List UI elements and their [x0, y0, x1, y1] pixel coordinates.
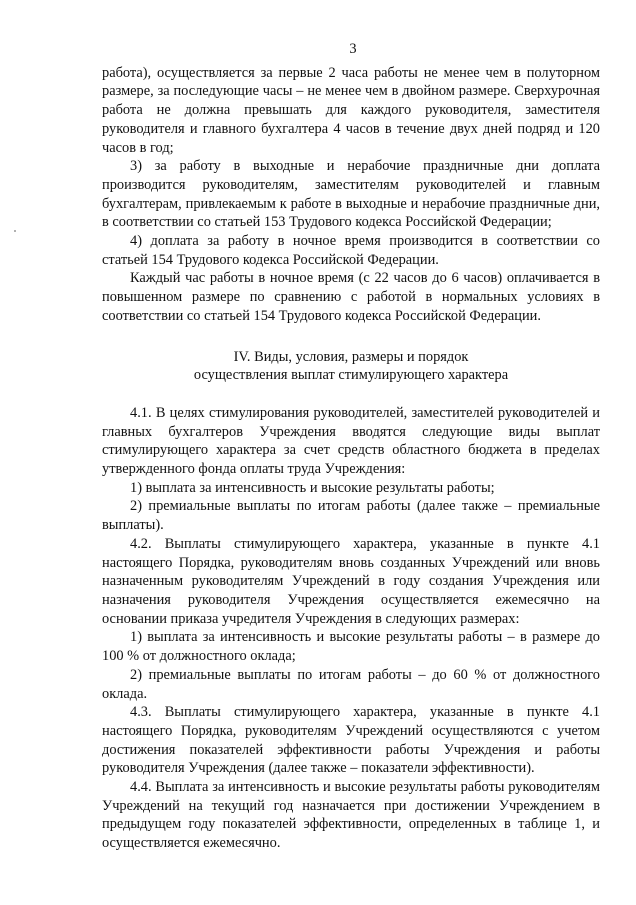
section-heading-line-2: осуществления выплат стимулирующего характера [193, 367, 509, 384]
paragraph-4-4: 4.4. Выплата за интенсивность и высокие результаты работы руководителям Учреждений на текущий год назначается при достижении Учреждением в предыдущем году показателей эффективности, определенных в таблице 1, и осуществляется ежемесячно. [102, 779, 600, 852]
section-heading-line-1: IV. Виды, условия, размеры и порядок [233, 348, 469, 365]
paragraph-4-1: 4.1. В целях стимулирования руководителей, заместителей руководителей и главных бухгалтеров Учреждения вводятся следующие виды выплат стимулирующего характера за счет средств областного бюджета в пределах утвержденного фонда оплаты труда Учреждения: [102, 404, 600, 478]
paragraph-4-2-item-1: 1) выплата за интенсивность и высокие результаты работы – в размере до 100 % от должностного оклада; [102, 629, 600, 665]
paragraph-4-2: 4.2. Выплаты стимулирующего характера, указанные в пункте 4.1 настоящего Порядка, руководителям вновь созданных Учреждений или вновь назначенным руководителям Учреждений в году создания Учреждения или назначения руководителя Учреждения осуществляется ежемесячно на основании приказа учредителя Учреждения в следующих размерах: [102, 535, 600, 627]
paragraph-continuation: работа), осуществляется за первые 2 часа работы не менее чем в полуторном размере, за последующие часы – не менее чем в двойном размере. Сверхурочная работа не должна превышать для каждого руководителя, заместителя руководителя и главного бухгалтера 4 часов в течение двух дней подряд и 120 часов в год; [102, 64, 600, 156]
paragraph-4-3: 4.3. Выплаты стимулирующего характера, указанные в пункте 4.1 настоящего Порядка, руководителям Учреждений осуществляются с учетом достижения показателей эффективности работы Учреждения и работы руководителя Учреждения (далее также – показатели эффективности). [102, 704, 600, 777]
page-number: 3 [349, 41, 357, 57]
paragraph-item-4: 4) доплата за работу в ночное время производится в соответствии со статьей 154 Трудового кодекса Российской Федерации. [102, 233, 600, 268]
paragraph-4-2-item-2: 2) премиальные выплаты по итогам работы – до 60 % от должностного оклада. [102, 666, 600, 702]
document-page [102, 40, 600, 853]
paragraph-night-hour: Каждый час работы в ночное время (с 22 часов до 6 часов) оплачивается в повышенном размере по сравнению с работой в нормальных условиях в соответствии со статьей 154 Трудового кодекса Российской Федерации. [102, 270, 600, 324]
section-heading [102, 348, 600, 385]
paragraph-4-1-item-2: 2) премиальные выплаты по итогам работы (далее также – премиальные выплаты). [102, 498, 600, 534]
scan-artifact [14, 230, 16, 232]
paragraph-item-3: 3) за работу в выходные и нерабочие праздничные дни доплата производится руководителям, заместителям руководителей и главным бухгалтерам, привлекаемым к работе в выходные и нерабочие праздничные дни, в соответствии со статьей 153 Трудового кодекса Российской Федерации; [102, 158, 600, 231]
paragraph-4-1-item-1: 1) выплата за интенсивность и высокие результаты работы; [130, 479, 495, 496]
